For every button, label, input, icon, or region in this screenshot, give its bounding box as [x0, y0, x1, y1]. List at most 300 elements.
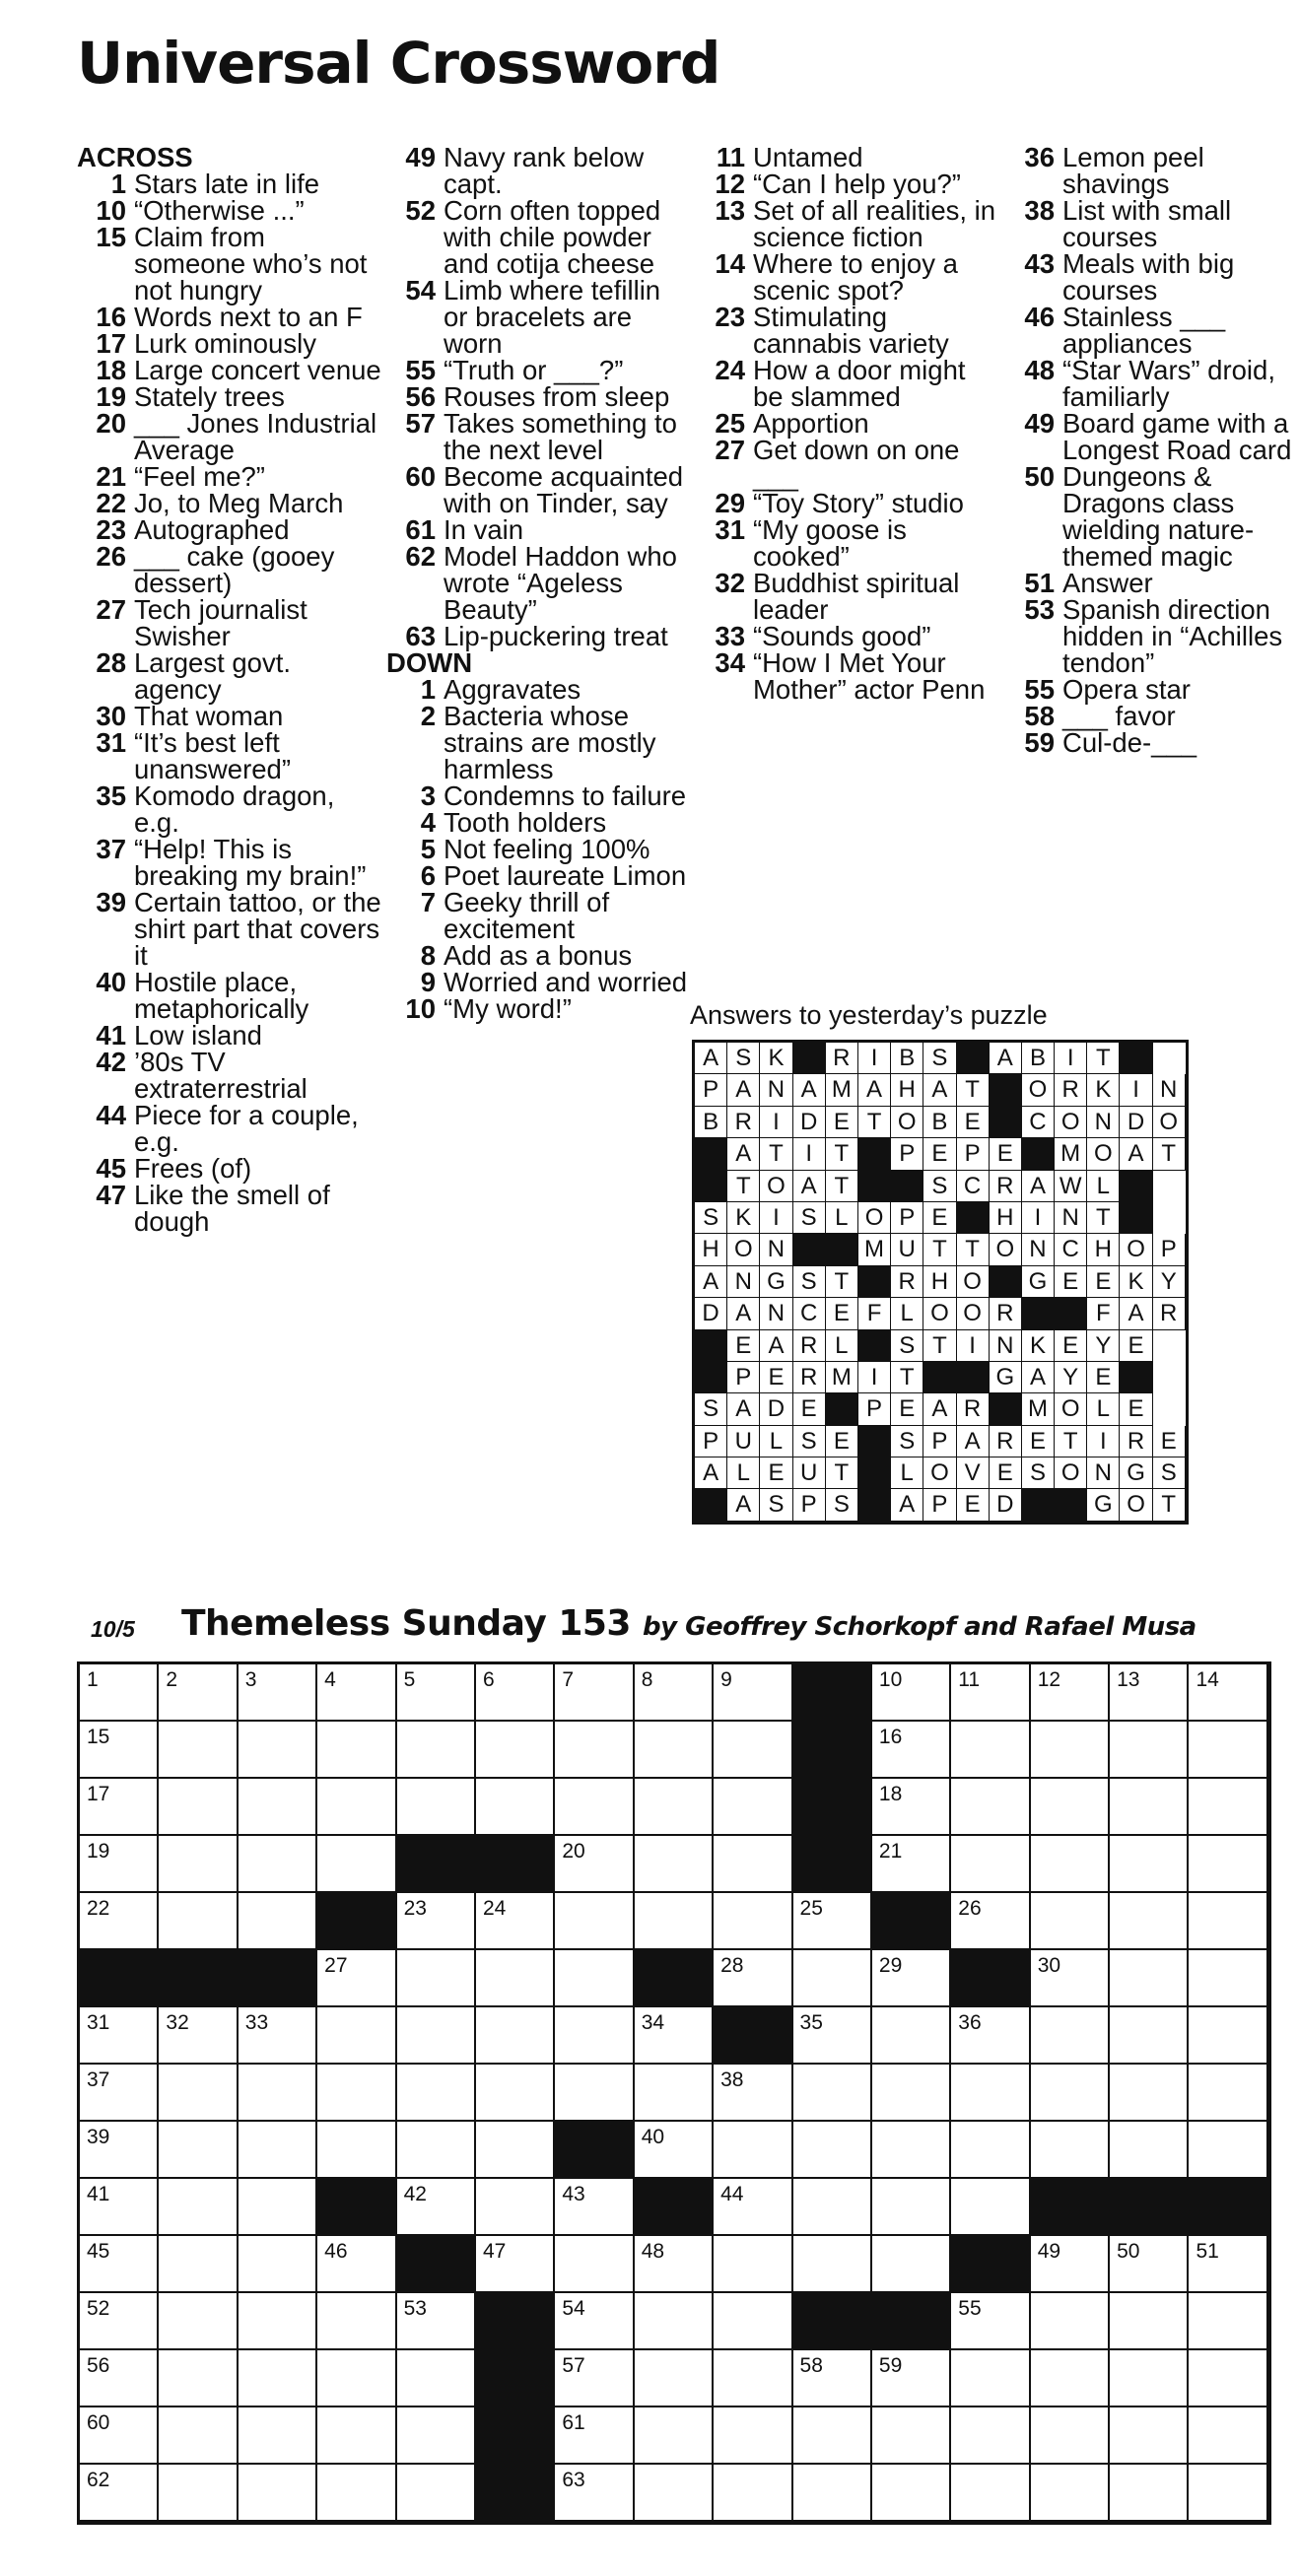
black-square	[317, 1893, 396, 1950]
grid-cell[interactable]	[714, 1836, 792, 1893]
grid-cell[interactable]	[555, 2407, 634, 2465]
grid-cell[interactable]	[476, 2007, 555, 2065]
grid-cell[interactable]	[159, 2407, 238, 2465]
grid-cell[interactable]	[951, 2407, 1030, 2465]
grid-cell[interactable]	[239, 2465, 317, 2522]
grid-cell[interactable]	[951, 1779, 1030, 1836]
clue-text: Large concert venue	[134, 355, 381, 385]
cell-number: 33	[244, 2011, 269, 2034]
answer-cell: O	[1153, 1107, 1186, 1138]
grid-cell[interactable]	[476, 1779, 555, 1836]
grid-cell[interactable]	[1031, 2407, 1110, 2465]
cell-number: 34	[641, 2011, 665, 2034]
grid-cell[interactable]	[317, 1722, 396, 1779]
grid-cell[interactable]	[714, 1722, 792, 1779]
grid-cell[interactable]	[397, 2293, 476, 2350]
grid-cell[interactable]	[397, 1893, 476, 1950]
grid-cell[interactable]	[80, 2122, 159, 2179]
grid-cell[interactable]	[80, 2236, 159, 2293]
grid-cell[interactable]	[476, 1722, 555, 1779]
grid-cell[interactable]	[317, 2465, 396, 2522]
grid-cell[interactable]	[555, 1836, 634, 1893]
grid-cell[interactable]	[635, 2407, 714, 2465]
grid-cell[interactable]	[159, 2293, 238, 2350]
answer-cell: N	[1087, 1457, 1120, 1489]
grid-cell[interactable]	[317, 2007, 396, 2065]
grid-cell[interactable]	[793, 2407, 872, 2465]
grid-cell[interactable]	[555, 2350, 634, 2407]
answer-cell: E	[923, 1138, 956, 1170]
clue-number: 49	[405, 142, 436, 172]
answer-cell: E	[990, 1457, 1022, 1489]
grid-cell[interactable]	[872, 1664, 951, 1722]
answer-cell: H	[923, 1266, 956, 1298]
answer-cell: N	[1153, 1074, 1186, 1106]
grid-cell[interactable]	[239, 2407, 317, 2465]
grid-cell[interactable]	[635, 1779, 714, 1836]
grid-cell[interactable]	[1031, 1893, 1110, 1950]
grid-cell[interactable]	[872, 2350, 951, 2407]
clue	[77, 516, 382, 543]
grid-cell[interactable]	[1110, 2350, 1189, 2407]
grid-cell[interactable]	[872, 1950, 951, 2007]
grid-cell[interactable]	[1031, 2293, 1110, 2350]
clue	[386, 809, 692, 836]
grid-cell[interactable]	[1110, 2293, 1189, 2350]
grid-cell[interactable]	[714, 2179, 792, 2236]
grid-cell[interactable]	[80, 2350, 159, 2407]
grid-cell[interactable]	[1031, 2465, 1110, 2522]
grid-cell[interactable]	[159, 1836, 238, 1893]
grid-cell[interactable]	[714, 1664, 792, 1722]
answer-cell: L	[891, 1457, 923, 1489]
grid-cell[interactable]	[1189, 2236, 1267, 2293]
clue-number: 20	[96, 408, 126, 439]
grid-cell[interactable]	[1189, 1950, 1267, 2007]
grid-cell[interactable]	[635, 1836, 714, 1893]
grid-cell[interactable]	[872, 2407, 951, 2465]
grid-cell[interactable]	[80, 2065, 159, 2122]
black-square	[695, 1138, 727, 1170]
black-square	[990, 1074, 1022, 1106]
grid-cell[interactable]	[159, 2236, 238, 2293]
grid-cell[interactable]	[397, 1722, 476, 1779]
answer-cell: H	[1087, 1234, 1120, 1265]
clue-text: Claim from someone who’s not not hungry	[134, 222, 368, 305]
grid-cell[interactable]	[159, 1779, 238, 1836]
answer-cell: A	[793, 1074, 826, 1106]
grid-cell[interactable]	[397, 1950, 476, 2007]
grid-cell[interactable]	[872, 2236, 951, 2293]
black-square	[951, 2236, 1030, 2293]
clue-number: 63	[405, 621, 436, 651]
grid-cell[interactable]	[317, 1836, 396, 1893]
grid-cell[interactable]	[159, 1722, 238, 1779]
answer-cell: S	[793, 1202, 826, 1234]
grid-cell[interactable]	[1110, 2236, 1189, 2293]
grid-cell[interactable]	[80, 2293, 159, 2350]
grid-cell[interactable]	[555, 1779, 634, 1836]
grid-cell[interactable]	[1031, 2236, 1110, 2293]
grid-cell[interactable]	[1110, 1893, 1189, 1950]
grid-cell[interactable]	[1031, 1664, 1110, 1722]
grid-cell[interactable]	[872, 1836, 951, 1893]
grid-cell[interactable]	[397, 2065, 476, 2122]
grid-cell[interactable]	[793, 2122, 872, 2179]
grid-cell[interactable]	[635, 1722, 714, 1779]
answer-cell: T	[826, 1138, 858, 1170]
answer-cell: B	[891, 1043, 923, 1074]
answer-cell: B	[1022, 1043, 1055, 1074]
cell-number: 9	[720, 1668, 732, 1691]
clue-text: “Sounds good”	[753, 621, 931, 651]
grid-cell[interactable]	[635, 1893, 714, 1950]
grid-cell[interactable]	[872, 1722, 951, 1779]
grid-cell[interactable]	[239, 1836, 317, 1893]
grid-cell[interactable]	[793, 2465, 872, 2522]
clue-number: 14	[715, 248, 745, 279]
grid-cell[interactable]	[555, 1893, 634, 1950]
answer-cell: G	[1022, 1266, 1055, 1298]
grid-cell[interactable]	[555, 2065, 634, 2122]
clue-text: ’80s TV extraterrestrial	[134, 1047, 308, 1104]
grid-cell[interactable]	[159, 2007, 238, 2065]
grid-cell[interactable]	[159, 2350, 238, 2407]
clue-number: 30	[96, 701, 126, 731]
clue	[77, 969, 382, 1022]
grid-cell[interactable]	[317, 2293, 396, 2350]
grid-cell[interactable]	[239, 2293, 317, 2350]
grid-cell[interactable]	[635, 2007, 714, 2065]
grid-cell[interactable]	[1189, 2407, 1267, 2465]
clue-text: Poet laureate Limon	[444, 860, 687, 891]
grid-cell[interactable]	[476, 2065, 555, 2122]
grid-cell[interactable]	[476, 1893, 555, 1950]
cell-number: 24	[482, 1897, 507, 1920]
clue-text: Rouses from sleep	[444, 381, 670, 412]
grid-cell[interactable]	[80, 1779, 159, 1836]
grid-cell[interactable]	[1031, 1779, 1110, 1836]
grid-cell[interactable]	[317, 1779, 396, 1836]
grid-cell[interactable]	[476, 1950, 555, 2007]
clue-text: “Feel me?”	[134, 461, 265, 492]
grid-cell[interactable]	[397, 1664, 476, 1722]
cell-number: 37	[87, 2068, 110, 2091]
grid-cell[interactable]	[317, 1950, 396, 2007]
grid-cell[interactable]	[397, 2179, 476, 2236]
answer-cell: S	[923, 1171, 956, 1202]
grid-cell[interactable]	[317, 2350, 396, 2407]
grid-cell[interactable]	[872, 2122, 951, 2179]
clue	[696, 250, 1001, 304]
grid-cell[interactable]	[239, 2007, 317, 2065]
grid-cell[interactable]	[1110, 1722, 1189, 1779]
grid-cell[interactable]	[793, 2179, 872, 2236]
black-square	[695, 1171, 727, 1202]
answer-cell: B	[695, 1107, 727, 1138]
cell-number: 1	[87, 1668, 99, 1691]
grid-cell[interactable]	[159, 1893, 238, 1950]
grid-cell[interactable]	[555, 1950, 634, 2007]
grid-cell[interactable]	[635, 2236, 714, 2293]
answer-cell: Y	[1055, 1362, 1087, 1393]
grid-cell[interactable]	[635, 2065, 714, 2122]
grid-cell[interactable]	[555, 1664, 634, 1722]
grid-cell[interactable]	[80, 2179, 159, 2236]
answer-cell: Y	[1087, 1330, 1120, 1362]
grid-cell[interactable]	[1031, 1836, 1110, 1893]
black-square	[872, 1893, 951, 1950]
grid-cell[interactable]	[635, 1664, 714, 1722]
grid-cell[interactable]	[397, 2007, 476, 2065]
black-square	[872, 2293, 951, 2350]
grid-cell[interactable]	[555, 2293, 634, 2350]
grid-cell[interactable]	[872, 1779, 951, 1836]
grid-cell[interactable]	[317, 2122, 396, 2179]
black-square	[239, 1950, 317, 2007]
grid-cell[interactable]	[1110, 1779, 1189, 1836]
grid-cell[interactable]	[635, 2293, 714, 2350]
grid-cell[interactable]	[1189, 2293, 1267, 2350]
cell-number: 49	[1037, 2240, 1061, 2263]
clue-text: “Star Wars” droid, familiarly	[1062, 355, 1275, 412]
grid-cell[interactable]	[714, 2236, 792, 2293]
clue-text: Where to enjoy a scenic spot?	[753, 248, 958, 305]
answer-cell: O	[1055, 1107, 1087, 1138]
grid-cell[interactable]	[714, 1950, 792, 2007]
grid-cell[interactable]	[397, 1779, 476, 1836]
clue-text: ___ cake (gooey dessert)	[134, 541, 335, 598]
grid-cell[interactable]	[1110, 2007, 1189, 2065]
answer-cell: M	[826, 1074, 858, 1106]
cell-number: 45	[87, 2240, 110, 2263]
grid-cell[interactable]	[951, 1893, 1030, 1950]
grid-cell[interactable]	[714, 1779, 792, 1836]
clue-number: 5	[420, 834, 436, 864]
grid-cell[interactable]	[951, 2350, 1030, 2407]
grid-cell[interactable]	[80, 1836, 159, 1893]
clue-number: 47	[96, 1180, 126, 1210]
grid-cell[interactable]	[397, 2407, 476, 2465]
grid-cell[interactable]	[1110, 2065, 1189, 2122]
grid-cell[interactable]	[1110, 2465, 1189, 2522]
grid-cell[interactable]	[555, 2007, 634, 2065]
clue-text: “Can I help you?”	[753, 169, 961, 199]
grid-cell[interactable]	[1189, 1664, 1267, 1722]
grid-cell[interactable]	[951, 2293, 1030, 2350]
grid-cell[interactable]	[1110, 2407, 1189, 2465]
grid-cell[interactable]	[1110, 1664, 1189, 1722]
grid-cell[interactable]	[159, 2179, 238, 2236]
grid-cell[interactable]	[317, 2236, 396, 2293]
black-square	[793, 2293, 872, 2350]
grid-cell[interactable]	[1110, 1836, 1189, 1893]
grid-cell[interactable]	[555, 2465, 634, 2522]
grid-cell[interactable]	[793, 2236, 872, 2293]
grid-cell[interactable]	[239, 2122, 317, 2179]
grid-cell[interactable]	[1031, 2350, 1110, 2407]
grid-cell[interactable]	[714, 1893, 792, 1950]
cell-number: 40	[641, 2126, 665, 2148]
grid-cell[interactable]	[159, 2465, 238, 2522]
clue-text: Like the smell of dough	[134, 1180, 330, 1237]
clue-number: 59	[1024, 727, 1055, 758]
grid-cell[interactable]	[317, 1664, 396, 1722]
grid-cell[interactable]	[1189, 2065, 1267, 2122]
grid-cell[interactable]	[951, 1664, 1030, 1722]
grid-cell[interactable]	[1189, 2350, 1267, 2407]
grid-cell[interactable]	[872, 2179, 951, 2236]
grid-cell[interactable]	[80, 1664, 159, 1722]
grid-cell[interactable]	[951, 2179, 1030, 2236]
grid-cell[interactable]	[714, 2065, 792, 2122]
grid-cell[interactable]	[951, 2007, 1030, 2065]
grid-cell[interactable]	[476, 2179, 555, 2236]
grid-cell[interactable]	[397, 2122, 476, 2179]
grid-cell[interactable]	[80, 2407, 159, 2465]
black-square	[1022, 1138, 1055, 1170]
grid-cell[interactable]	[80, 1893, 159, 1950]
clue-number: 12	[715, 169, 745, 199]
grid-cell[interactable]	[239, 1893, 317, 1950]
clue-column-4	[1005, 144, 1299, 756]
answer-cell: V	[957, 1457, 990, 1489]
grid-cell[interactable]	[80, 2465, 159, 2522]
grid-cell[interactable]	[951, 2465, 1030, 2522]
clue-number: 55	[405, 355, 436, 385]
grid-cell[interactable]	[635, 2122, 714, 2179]
grid-cell[interactable]	[635, 2350, 714, 2407]
grid-cell[interactable]	[951, 1836, 1030, 1893]
grid-cell[interactable]	[872, 2007, 951, 2065]
grid-cell[interactable]	[793, 1950, 872, 2007]
cell-number: 57	[562, 2354, 585, 2377]
answer-cell: N	[760, 1234, 792, 1265]
grid-cell[interactable]	[1031, 2122, 1110, 2179]
grid-cell[interactable]	[793, 2007, 872, 2065]
grid-cell[interactable]	[714, 2407, 792, 2465]
clue-number: 33	[715, 621, 745, 651]
grid-cell[interactable]	[872, 2065, 951, 2122]
grid-cell[interactable]	[317, 2407, 396, 2465]
clue-text: Words next to an F	[134, 302, 363, 332]
grid-cell[interactable]	[951, 2122, 1030, 2179]
grid-cell[interactable]	[1189, 2465, 1267, 2522]
grid-cell[interactable]	[714, 2293, 792, 2350]
grid-cell[interactable]	[1031, 1722, 1110, 1779]
grid-cell[interactable]	[397, 2465, 476, 2522]
answer-cell: I	[760, 1107, 792, 1138]
clue	[77, 383, 382, 410]
clue-text: Stately trees	[134, 381, 285, 412]
grid-cell[interactable]	[1189, 2007, 1267, 2065]
clue-text: Certain tattoo, or the shirt part that covers it	[134, 887, 381, 971]
grid-cell[interactable]	[1031, 1950, 1110, 2007]
grid-cell[interactable]	[714, 2122, 792, 2179]
clue	[696, 623, 1001, 649]
grid-cell[interactable]	[714, 2465, 792, 2522]
grid-cell[interactable]	[317, 2065, 396, 2122]
answer-cell: D	[1120, 1107, 1152, 1138]
grid-cell[interactable]	[555, 2179, 634, 2236]
answers-row	[695, 1330, 1186, 1362]
cell-number: 13	[1117, 1668, 1140, 1691]
clue-text: “Toy Story” studio	[753, 488, 964, 518]
grid-cell[interactable]	[1110, 1950, 1189, 2007]
cell-number: 4	[324, 1668, 336, 1691]
grid-cell[interactable]	[1031, 2065, 1110, 2122]
grid-cell[interactable]	[159, 1664, 238, 1722]
grid-cell[interactable]	[1110, 2122, 1189, 2179]
grid-cell[interactable]	[239, 2179, 317, 2236]
clue	[77, 649, 382, 703]
clue-text: “How I Met Your Mother” actor Penn	[753, 647, 986, 705]
clue-text: “Truth or ___?”	[444, 355, 624, 385]
grid-cell[interactable]	[1189, 1779, 1267, 1836]
grid-cell[interactable]	[793, 2065, 872, 2122]
grid-cell[interactable]	[951, 1722, 1030, 1779]
grid-cell[interactable]	[239, 2350, 317, 2407]
clue-number: 31	[715, 514, 745, 545]
clue-number: 6	[420, 860, 436, 891]
answer-cell: G	[1087, 1489, 1120, 1521]
grid-cell[interactable]	[793, 2350, 872, 2407]
grid-cell[interactable]	[397, 2350, 476, 2407]
grid-cell[interactable]	[951, 2065, 1030, 2122]
grid-cell[interactable]	[476, 2236, 555, 2293]
black-square	[793, 1836, 872, 1893]
cell-number: 10	[878, 1668, 903, 1691]
grid-cell[interactable]	[80, 2007, 159, 2065]
grid-cell[interactable]	[1189, 1722, 1267, 1779]
cell-number: 15	[87, 1726, 110, 1748]
answer-cell: E	[1087, 1266, 1120, 1298]
grid-cell[interactable]	[159, 2065, 238, 2122]
grid-cell[interactable]	[555, 1722, 634, 1779]
grid-cell[interactable]	[159, 2122, 238, 2179]
answer-cell: S	[923, 1043, 956, 1074]
grid-cell[interactable]	[714, 2350, 792, 2407]
grid-cell[interactable]	[555, 2236, 634, 2293]
grid-cell[interactable]	[1189, 1836, 1267, 1893]
grid-cell[interactable]	[872, 2465, 951, 2522]
grid-cell[interactable]	[239, 2065, 317, 2122]
clue	[386, 623, 692, 649]
grid-row	[80, 1722, 1268, 1779]
clue-number: 34	[715, 647, 745, 678]
answer-cell: E	[793, 1393, 826, 1425]
grid-cell[interactable]	[635, 2465, 714, 2522]
answer-cell: E	[1055, 1266, 1087, 1298]
grid-cell[interactable]	[1031, 2007, 1110, 2065]
grid-cell[interactable]	[80, 1722, 159, 1779]
black-square	[858, 1266, 891, 1298]
grid-cell[interactable]	[239, 1779, 317, 1836]
grid-cell[interactable]	[239, 1722, 317, 1779]
cell-number: 47	[482, 2240, 507, 2263]
black-square	[793, 1043, 826, 1074]
grid-cell[interactable]	[476, 1664, 555, 1722]
grid-cell[interactable]	[793, 1893, 872, 1950]
grid-cell[interactable]	[1189, 1893, 1267, 1950]
grid-cell[interactable]	[239, 2236, 317, 2293]
grid-cell[interactable]	[476, 2122, 555, 2179]
clue	[1005, 250, 1299, 304]
clue	[1005, 197, 1299, 250]
answer-cell: E	[990, 1138, 1022, 1170]
grid-cell[interactable]	[239, 1664, 317, 1722]
grid-cell[interactable]	[1189, 2122, 1267, 2179]
